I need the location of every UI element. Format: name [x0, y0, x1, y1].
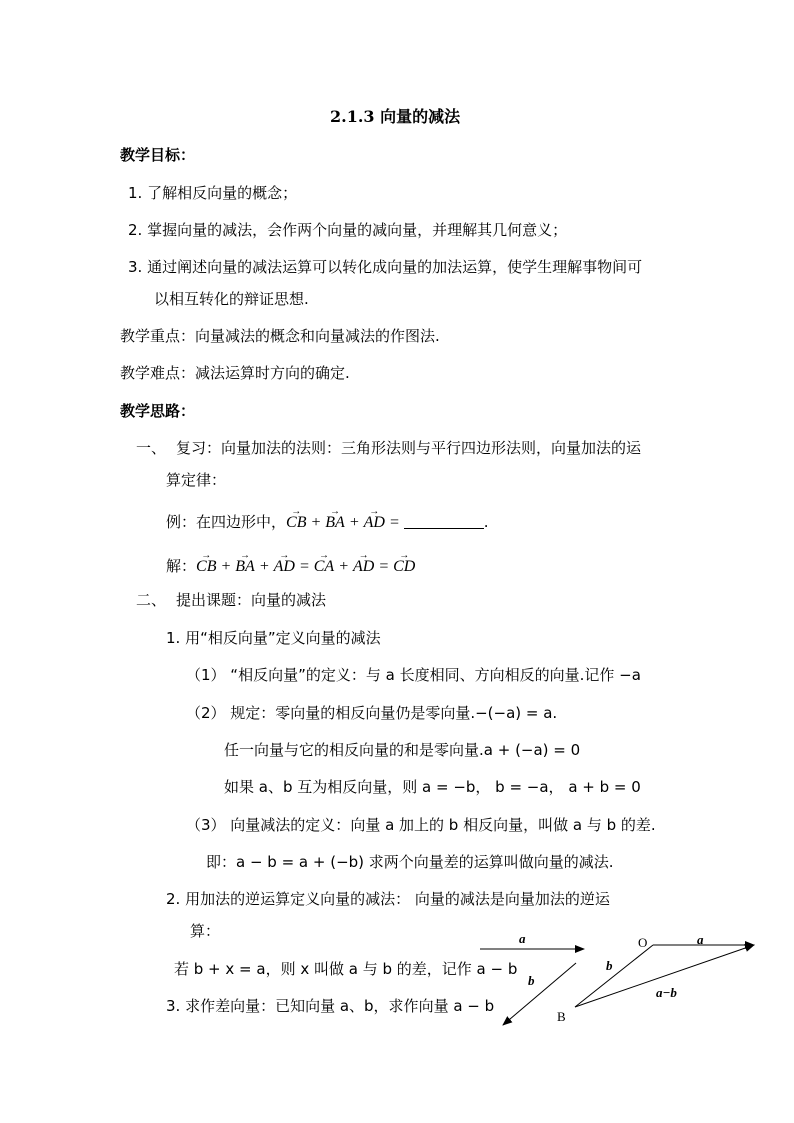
solution-prefix: 解： — [166, 557, 197, 575]
objective-item: 2. 掌握向量的减法，会作两个向量的减向量，并理解其几何意义； — [128, 221, 568, 239]
vector-term: → AD — [274, 557, 295, 577]
operator: + — [254, 558, 274, 575]
label-b-left: b — [528, 973, 535, 988]
label-a-right: a — [697, 932, 704, 947]
vector-b-right — [575, 945, 653, 1007]
label-b-right: b — [606, 958, 613, 973]
vector-term: → CA — [314, 557, 334, 577]
operator: + — [216, 558, 236, 575]
objectives-heading: 教学目标： — [120, 146, 196, 164]
section2-marker: 二、 — [136, 591, 167, 609]
operator: = — [294, 558, 314, 575]
operator: = — [374, 558, 394, 575]
key-point: 教学重点：向量减法的概念和向量减法的作图法. — [120, 327, 440, 345]
section1-marker: 一、 — [136, 439, 167, 457]
example-suffix: . — [483, 513, 489, 531]
item2-line2: 任一向量与它的相反向量的和是零向量.a + (−a) = 0 — [224, 741, 581, 759]
item2-line3: 如果 a、b 互为相反向量，则 a = −b， b = −a， a + b = 0 — [224, 778, 641, 796]
vector-term: → AD — [353, 557, 374, 577]
item2: （2） 规定：零向量的相反向量仍是零向量.−(−a) = a. — [186, 704, 558, 722]
section1-line1: 复习：向量加法的法则：三角形法则与平行四边形法则，向量加法的运 — [176, 439, 642, 457]
objective-item: 3. 通过阐述向量的减法运算可以转化成向量的加法运算，使学生理解事物间可 — [128, 258, 643, 276]
vector-term: → BA — [235, 557, 255, 577]
operator: = — [384, 514, 404, 531]
vector-term: → CD — [393, 557, 415, 577]
sub2-line3: 若 b + x = a，则 x 叫做 a 与 b 的差，记作 a − b — [174, 960, 518, 978]
vector-term: → CB — [196, 557, 216, 577]
sub1-heading: 1. 用“相反向量”定义向量的减法 — [166, 629, 381, 647]
objective-item: 1. 了解相反向量的概念； — [128, 184, 298, 202]
section2-heading: 提出课题：向量的减法 — [176, 591, 327, 609]
approach-heading: 教学思路： — [120, 402, 196, 420]
item1: （1） “相反向量”的定义：与 a 长度相同、方向相反的向量.记作 −a — [186, 666, 641, 684]
sub2-line2: 算： — [190, 922, 221, 940]
operator: + — [344, 514, 364, 531]
objective-item-continued: 以相互转化的辩证思想. — [154, 290, 309, 308]
section1-line2: 算定律： — [166, 471, 227, 489]
item3: （3） 向量减法的定义：向量 a 加上的 b 相反向量，叫做 a 与 b 的差. — [186, 816, 656, 834]
label-B: B — [557, 1009, 566, 1024]
operator: + — [334, 558, 353, 575]
vector-term: → CB — [286, 513, 306, 533]
label-a-left: a — [519, 931, 526, 946]
vector-term: → BA — [325, 513, 345, 533]
label-a-minus-b: a−b — [656, 985, 677, 1000]
vector-term: → AD — [364, 513, 385, 533]
label-O: O — [638, 935, 648, 950]
sub3: 3. 求作差向量：已知向量 a、b，求作向量 a − b — [166, 997, 495, 1015]
sub2-line1: 2. 用加法的逆运算定义向量的减法： 向量的减法是向量加法的逆运 — [166, 890, 610, 908]
item3-line2: 即：a − b = a + (−b) 求两个向量差的运算叫做向量的减法. — [206, 853, 614, 871]
example-prefix: 例：在四边形中， — [166, 513, 287, 531]
operator: + — [306, 514, 326, 531]
difficulty: 教学难点：减法运算时方向的确定. — [120, 364, 350, 382]
page-title: 2.1.3 向量的减法 — [330, 107, 461, 126]
